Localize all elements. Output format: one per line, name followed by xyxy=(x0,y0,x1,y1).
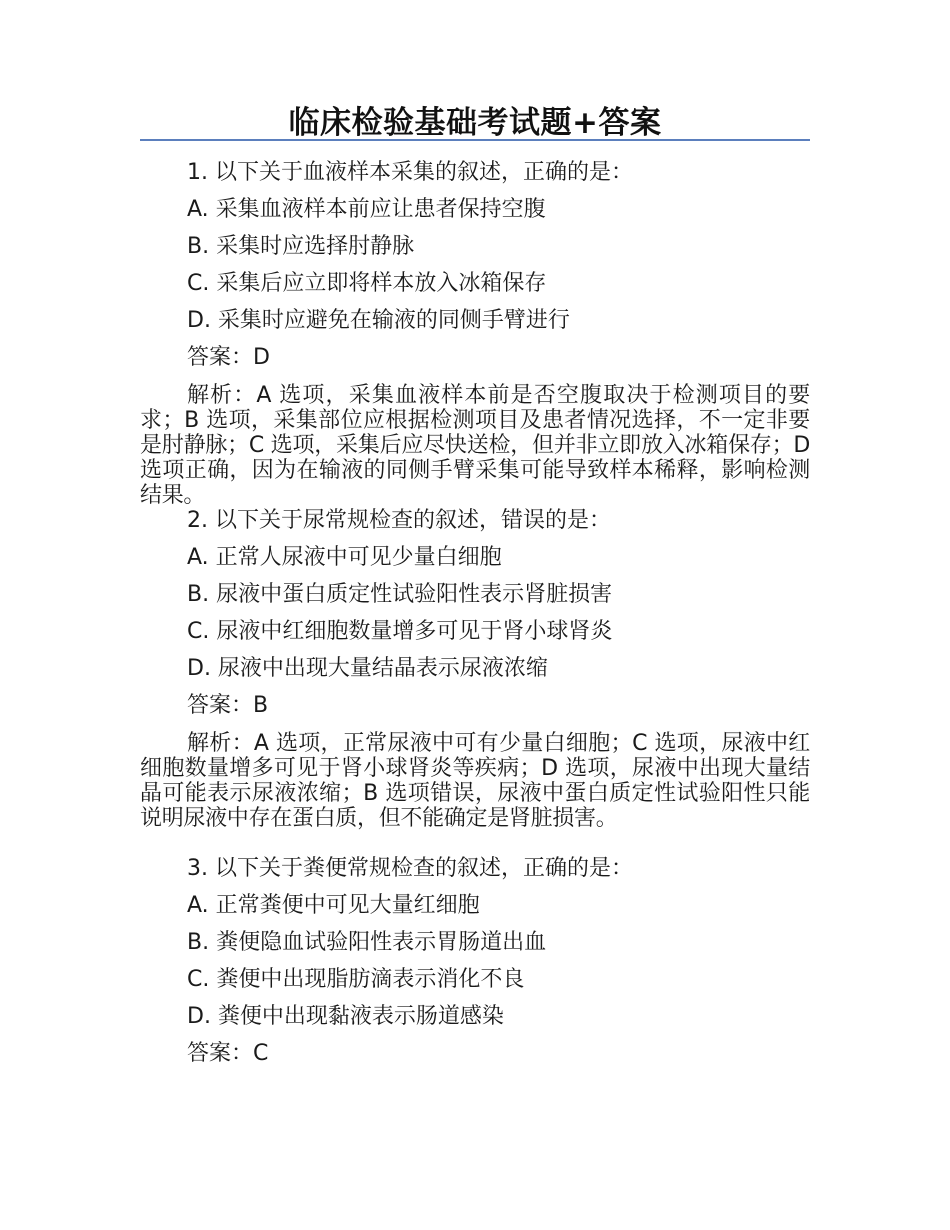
question-1-answer: 答案：D xyxy=(187,345,270,370)
question-1-option-c: C. 采集后应立即将样本放入冰箱保存 xyxy=(187,271,547,296)
question-2-answer: 答案：B xyxy=(187,693,269,718)
document-title: 临床检验基础考试题+答案 xyxy=(288,105,662,141)
question-1-option-a: A. 采集血液样本前应让患者保持空腹 xyxy=(187,197,546,222)
question-2-option-c: C. 尿液中红细胞数量增多可见于肾小球肾炎 xyxy=(187,619,613,644)
question-1-option-d: D. 采集时应避免在输液的同侧手臂进行 xyxy=(187,308,570,333)
question-2-option-a: A. 正常人尿液中可见少量白细胞 xyxy=(187,545,502,570)
question-2-explanation: 解析：A 选项，正常尿液中可有少量白细胞；C 选项，尿液中红细胞数量增多可见于肾小球肾炎等疾病；D 选项，尿液中出现大量结晶可能表示尿液浓缩；B 选项错误，尿液中蛋白质定性试验阳性只能说明尿液中存在蛋白质，但不能确定是肾脏损害。 xyxy=(140,731,810,831)
question-2-option-d: D. 尿液中出现大量结晶表示尿液浓缩 xyxy=(187,656,548,681)
question-3-option-a: A. 正常粪便中可见大量红细胞 xyxy=(187,893,480,918)
question-1-option-b: B. 采集时应选择肘静脉 xyxy=(187,234,415,259)
question-2-option-b: B. 尿液中蛋白质定性试验阳性表示肾脏损害 xyxy=(187,582,613,607)
question-1-explanation: 解析：A 选项，采集血液样本前是否空腹取决于检测项目的要求；B 选项，采集部位应根据检测项目及患者情况选择，不一定非要是肘静脉；C 选项，采集后应尽快送检，但并非立即放入冰箱保存；D 选项正确，因为在输液的同侧手臂采集可能导致样本稀释，影响检测结果。 xyxy=(140,383,810,508)
title-underline xyxy=(140,139,810,141)
question-3-answer: 答案：C xyxy=(187,1041,269,1066)
question-3-option-d: D. 粪便中出现黏液表示肠道感染 xyxy=(187,1004,504,1029)
question-3-option-b: B. 粪便隐血试验阳性表示胃肠道出血 xyxy=(187,930,547,955)
question-3-stem: 3. 以下关于粪便常规检查的叙述，正确的是： xyxy=(187,856,633,881)
question-3-option-c: C. 粪便中出现脂肪滴表示消化不良 xyxy=(187,967,525,992)
question-1-stem: 1. 以下关于血液样本采集的叙述，正确的是： xyxy=(187,160,633,185)
question-2-stem: 2. 以下关于尿常规检查的叙述，错误的是： xyxy=(187,508,611,533)
